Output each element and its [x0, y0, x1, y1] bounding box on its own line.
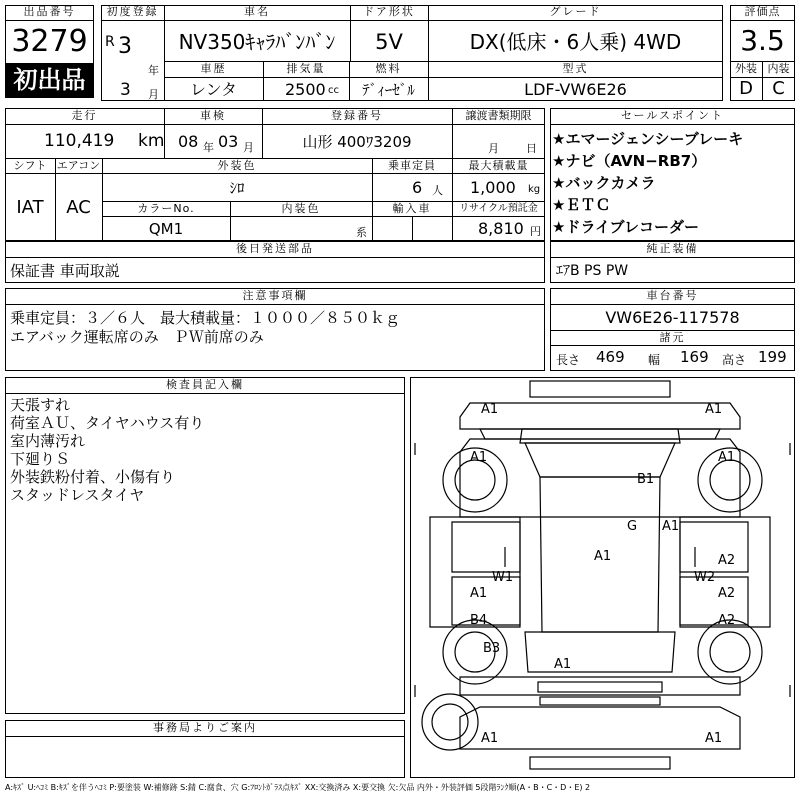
- damage-mark: A1: [481, 402, 499, 417]
- damage-mark: A1: [554, 657, 572, 672]
- grade-label: グレード: [549, 5, 602, 18]
- width-label: 幅: [648, 353, 661, 367]
- model-type-label: 型式: [562, 62, 589, 75]
- inspector-label: 検査員記入欄: [166, 378, 244, 391]
- reg-year: 3: [118, 34, 132, 59]
- displacement-label: 排気量: [286, 62, 326, 75]
- deferred-parts-label: 後日発送部品: [236, 242, 314, 255]
- deadline-day-unit: 日: [526, 142, 537, 155]
- person-unit: 人: [432, 184, 443, 197]
- car-name: NV350ｷｬﾗﾊﾞﾝﾊﾞﾝ: [178, 30, 336, 54]
- genuine-equipment: ｴｱB PS PW: [556, 263, 629, 279]
- damage-mark: A1: [718, 450, 736, 465]
- inspection-year-unit: 年: [203, 141, 214, 154]
- score-label: 評価点: [744, 5, 781, 18]
- inspector-note: 下廻りＳ: [10, 450, 71, 468]
- exterior-label: 外装: [735, 62, 757, 75]
- selling-point: ★バックカメラ: [552, 174, 656, 192]
- damage-mark: W2: [694, 570, 716, 585]
- shift: IAT: [16, 197, 44, 218]
- interior-color-label: 内装色: [281, 202, 321, 215]
- reg-month: 3: [120, 80, 131, 100]
- exterior-color-label: 外装色: [217, 159, 257, 172]
- damage-mark: A1: [705, 402, 723, 417]
- exterior-grade: D: [739, 78, 753, 99]
- km-unit: km: [138, 131, 165, 151]
- damage-mark: G: [627, 519, 638, 534]
- selling-point: ★エマージェンシーブレーキ: [552, 130, 744, 148]
- inspection-label: 車検: [200, 109, 226, 122]
- capacity: 6: [412, 178, 423, 197]
- first-registration-label: 初度登録: [106, 5, 159, 18]
- details-box: [5, 108, 545, 241]
- damage-mark: A1: [481, 731, 499, 746]
- recycle-label: リサイクル預託金: [459, 203, 538, 214]
- caution-notes: [10, 309, 400, 347]
- selling-points-label: セールスポイント: [620, 109, 724, 122]
- import-label: 輸入車: [392, 202, 432, 215]
- history: レンタ: [190, 80, 237, 99]
- fuel-label: 燃料: [375, 62, 402, 75]
- system-unit: 系: [356, 226, 367, 239]
- inspector-note: スタッドレスタイヤ: [10, 486, 145, 504]
- height-label: 高さ: [722, 353, 747, 367]
- selling-point: ★ナビ（AVN−RB7）: [552, 152, 707, 170]
- grade: DX(低床・6人乗) 4WD: [469, 30, 682, 54]
- inspector-notes: [10, 396, 204, 504]
- lot-number-label: 出品番号: [23, 5, 76, 18]
- office-label: 事務局よりご案内: [153, 721, 257, 734]
- color-no-label: カラーNo.: [137, 202, 195, 215]
- inspection-month: 03: [218, 132, 239, 151]
- yen-unit: 円: [530, 225, 541, 238]
- length-label: 長さ: [556, 353, 581, 367]
- deadline-month-unit: 月: [488, 142, 499, 155]
- shift-label: シフト: [13, 159, 47, 172]
- selling-point: ★ドライブレコーダー: [552, 218, 699, 236]
- inspector-note: 天張すれ: [10, 396, 71, 414]
- transfer-deadline-label: 譲渡書類期限: [465, 109, 532, 122]
- color-no: QM1: [148, 220, 184, 238]
- max-load-label: 最大積載量: [468, 159, 529, 172]
- aircon-label: エアコン: [56, 159, 101, 172]
- kg-unit: kg: [528, 184, 541, 195]
- inspection-year: 08: [178, 132, 199, 151]
- interior-grade: C: [772, 78, 785, 99]
- selling-point: ★ＥＴＣ: [552, 196, 611, 214]
- exterior-color: ｼﾛ: [229, 179, 245, 197]
- damage-mark: B1: [637, 472, 655, 487]
- selling-points-list: [552, 128, 795, 238]
- recycle: 8,810: [478, 219, 524, 238]
- fuel: ﾃﾞｨｰｾﾞﾙ: [362, 81, 415, 99]
- damage-mark: A2: [718, 553, 736, 568]
- inspection-month-unit: 月: [243, 141, 254, 154]
- caution-line: エアバック運転席のみ ＰＷ前席のみ: [10, 328, 264, 346]
- max-load: 1,000: [470, 178, 516, 197]
- caution-line: 乗車定員：３／６人 最大積載量：１０００／８５０ｋｇ: [10, 309, 401, 327]
- first-listing-badge: 初出品: [13, 66, 86, 94]
- chassis-number: VW6E26-117578: [605, 308, 740, 327]
- cc-unit: cc: [328, 85, 339, 96]
- damage-mark: B4: [470, 613, 488, 628]
- inspector-note: 室内薄汚れ: [10, 432, 86, 450]
- length: 469: [596, 348, 625, 366]
- displacement: 2500: [285, 80, 326, 99]
- chassis-label: 車台番号: [646, 289, 699, 302]
- damage-mark: B3: [483, 641, 501, 656]
- deferred-parts: 保証書 車両取説: [10, 262, 120, 280]
- inspector-note: 荷室ＡＵ、タイヤハウス有り: [10, 414, 205, 432]
- model-type: LDF-VW6E26: [524, 80, 627, 99]
- damage-mark: A2: [718, 613, 736, 628]
- reg-month-unit: 月: [148, 88, 159, 101]
- aircon: AC: [66, 197, 91, 218]
- history-label: 車歴: [200, 62, 227, 75]
- legend: A:ｷｽﾞ U:ﾍｺﾐ B:ｷｽﾞを伴うﾍｺﾐ P:要塗装 W:補修跡 S:錆 C:腐食、穴 G:ﾌﾛﾝﾄｶﾞﾗｽ点ｷｽﾞ XX:交換済み X:要交換 欠:欠品 内外・外装評価 5段階ﾗﾝｸ順(A・B・C・D・E) 2: [5, 783, 591, 792]
- caution-label: 注意事項欄: [242, 289, 308, 302]
- mileage-label: 走行: [71, 109, 98, 122]
- door-type: 5V: [375, 30, 403, 54]
- registration-number: 山形 400ﾜ3209: [302, 133, 412, 151]
- mileage: 110,419: [44, 131, 115, 151]
- door-type-label: ドア形状: [363, 5, 415, 18]
- damage-mark: A1: [470, 586, 488, 601]
- genuine-equipment-label: 純正装備: [646, 242, 699, 255]
- damage-mark: A1: [662, 519, 680, 534]
- damage-mark: A1: [594, 549, 612, 564]
- car-name-label: 車名: [244, 5, 270, 18]
- inspector-note: 外装鉄粉付着、小傷有り: [10, 468, 176, 486]
- damage-mark: A1: [470, 450, 488, 465]
- damage-mark: A2: [718, 586, 736, 601]
- reg-era: R: [105, 34, 115, 50]
- damage-mark: W1: [492, 570, 514, 585]
- lot-number: 3279: [11, 24, 88, 59]
- height: 199: [758, 348, 787, 366]
- registration-number-label: 登録番号: [331, 109, 383, 122]
- interior-label: 内装: [767, 62, 790, 75]
- car-diagram: [410, 377, 795, 778]
- score: 3.5: [740, 24, 785, 57]
- reg-year-unit: 年: [148, 64, 159, 77]
- capacity-label: 乗車定員: [388, 159, 436, 172]
- width: 169: [680, 348, 709, 366]
- dims-label: 諸元: [659, 331, 686, 344]
- damage-mark: A1: [705, 731, 723, 746]
